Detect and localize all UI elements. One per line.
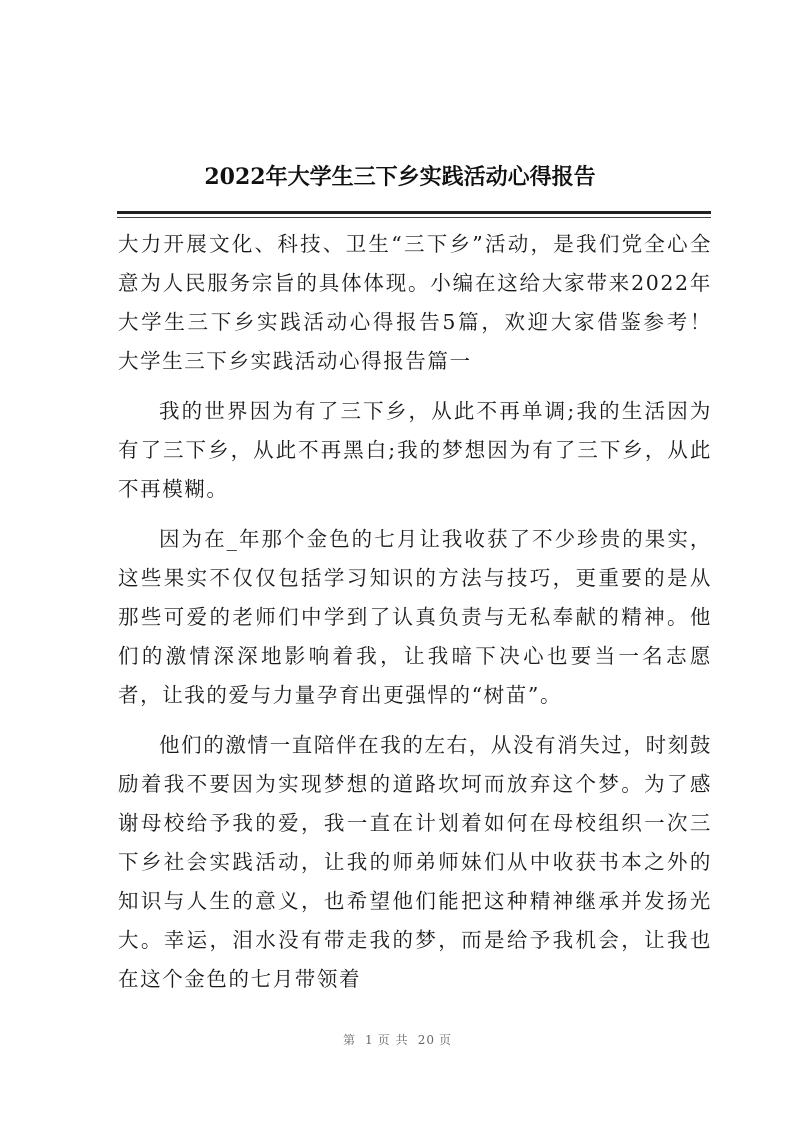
paragraph: 他们的激情一直陪伴在我的左右，从没有消失过，时刻鼓励着我不要因为实现梦想的道路坎坷而放弃这个梦。为了感谢母校给予我的爱，我一直在计划着如何在母校组织一次三下乡社会实践活动，让我的师弟师妹们从中收获书本之外的知识与人生的意义，也希望他们能把这种精神继承并发扬光大。幸运，泪水没有带走我的梦，而是给予我机会，让我也在这个金色的七月带领着 bbox=[118, 733, 712, 991]
title-divider-thin bbox=[117, 217, 711, 218]
page-footer bbox=[0, 1031, 800, 1048]
footer-middle: 页共 bbox=[377, 1033, 414, 1047]
document-body bbox=[118, 225, 757, 1010]
page-title: 2022年大学生三下乡实践活动心得报告 bbox=[204, 164, 596, 190]
footer-prefix: 第 bbox=[343, 1033, 362, 1047]
title-divider-thick bbox=[117, 211, 711, 214]
footer-total-pages: 20 bbox=[417, 1033, 435, 1047]
footer-suffix: 页 bbox=[438, 1033, 457, 1047]
paragraph: 我的世界因为有了三下乡，从此不再单调;我的生活因为有了三下乡，从此不再黑白;我的梦想因为有了三下乡，从此不再模糊。 bbox=[118, 399, 712, 501]
footer-page-number: 1 bbox=[365, 1033, 374, 1047]
paragraph: 因为在_年那个金色的七月让我收获了不少珍贵的果实，这些果实不仅仅包括学习知识的方法与技巧，更重要的是从那些可爱的老师们中学到了认真负责与无私奉献的精神。他们的激情深深地影响着我，让我暗下决心也要当一名志愿者，让我的爱与力量孕育出更强悍的“树苗”。 bbox=[118, 527, 712, 707]
paragraph-intro: 大力开展文化、科技、卫生“三下乡”活动，是我们党全心全意为人民服务宗旨的具体体现。小编在这给大家带来2022年大学生三下乡实践活动心得报告5篇，欢迎大家借鉴参考！ 大学生三下乡实践活动心得报告篇一 bbox=[118, 232, 757, 373]
